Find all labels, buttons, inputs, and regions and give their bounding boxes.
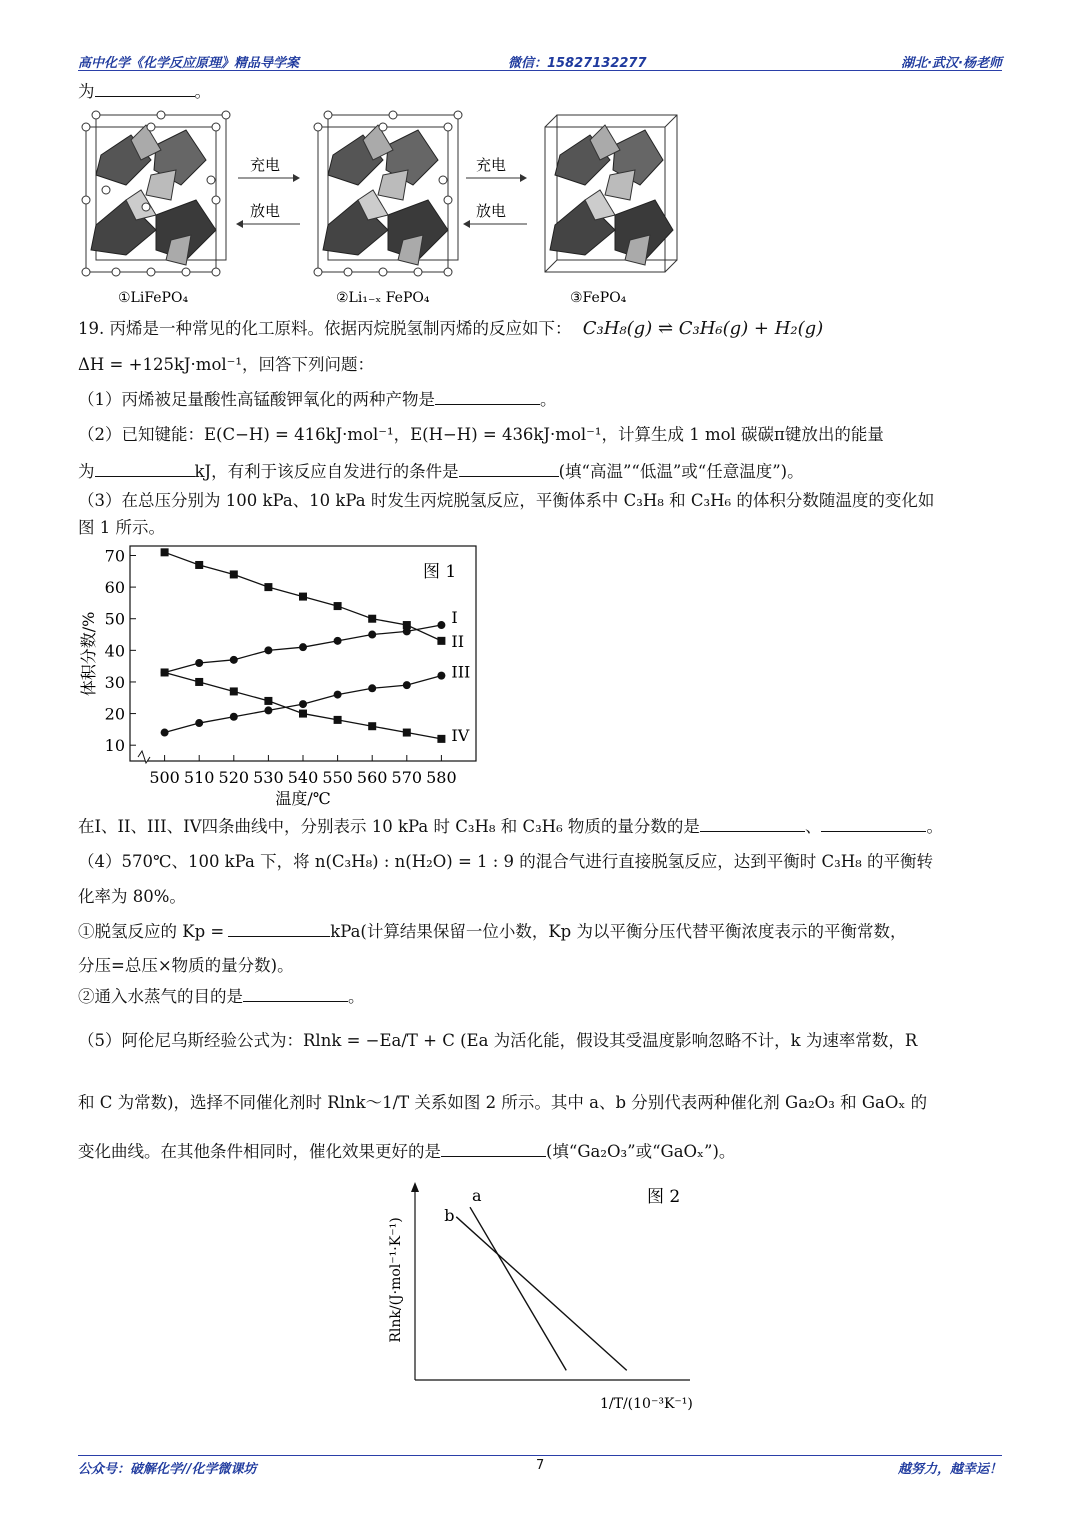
- fig1-point: [437, 637, 445, 645]
- q19-part4: （4）570℃、100 kPa 下，将 n(C₃H₈) : n(H₂O) = 1 : 9 的混合气进行直接脱氢反应，达到平衡时 C₃H₈ 的平衡转: [78, 852, 934, 871]
- fig1-point: [230, 713, 238, 721]
- fig1-xtick-label: 510: [183, 768, 215, 787]
- answer-blank-3a[interactable]: [700, 815, 805, 832]
- answer-blank-4b[interactable]: [243, 985, 348, 1002]
- fig1-ytick-label: 60: [104, 578, 125, 598]
- fig1-point: [230, 687, 238, 695]
- page-header: [78, 50, 1002, 71]
- crystal-label-3: ③FePO₄: [570, 290, 627, 306]
- page-number: 7: [536, 1458, 545, 1473]
- fig1-xtick-label: 550: [322, 768, 353, 787]
- fig1-ytick-label: 50: [104, 609, 125, 629]
- q19-part3: （3）在总压分别为 100 kPa、10 kPa 时发生丙烷脱氢反应，平衡体系中 C₃H₈ 和 C₃H₆ 的体积分数随温度的变化如: [78, 491, 935, 510]
- fig2-xlabel: 1/T/(10⁻³K⁻¹): [600, 1396, 693, 1412]
- fig1-series-label-III: III: [451, 662, 471, 682]
- fig2-label-b: b: [444, 1205, 455, 1225]
- figure-1-chart: [78, 542, 478, 812]
- fig1-xtick-label: 540: [287, 768, 319, 787]
- fig1-point: [264, 583, 272, 591]
- fig1-point: [334, 691, 342, 699]
- crystal-cell-fepo4: [545, 115, 677, 272]
- fig1-ytick-label: 10: [104, 736, 125, 756]
- page-footer: [78, 1455, 1002, 1476]
- fig1-ylabel: 体积分数/%: [79, 611, 98, 697]
- answer-blank-2b[interactable]: [459, 460, 559, 477]
- header-left: 高中化学《化学反应原理》精品导学案: [78, 56, 300, 71]
- fig1-point: [403, 681, 411, 689]
- discharge-label-1: 放电: [250, 202, 281, 220]
- fig1-point: [230, 656, 238, 664]
- fig1-ytick-label: 70: [104, 546, 125, 566]
- crystal-cell-li1-xfepo4: [314, 111, 462, 276]
- q19-part3-line2: 图 1 所示。: [78, 518, 165, 537]
- fig1-ytick-label: 30: [104, 672, 125, 692]
- figure-2-chart: [385, 1180, 715, 1425]
- fig1-point: [403, 729, 411, 737]
- fig1-xtick-label: 560: [356, 768, 388, 787]
- fig1-point: [299, 643, 307, 651]
- fig2-ylabel: Rlnk/(J·mol⁻¹·K⁻¹): [388, 1217, 404, 1343]
- fig1-series-label-I: I: [451, 608, 458, 628]
- header-center: 微信：15827132277: [508, 56, 647, 71]
- fig1-point: [403, 621, 411, 629]
- fig1-point: [368, 684, 376, 692]
- q19-part5: （5）阿伦尼乌斯经验公式为：Rlnk = −Ea/T + C (Ea 为活化能，假设其受温度影响忽略不计，k 为速率常数，R: [78, 1031, 918, 1050]
- fig1-title: 图 1: [423, 562, 457, 582]
- fig1-series-label-IV: IV: [451, 725, 470, 745]
- q19-part4-line4: 分压=总压×物质的量分数)。: [78, 956, 294, 975]
- fig1-ytick-label: 20: [104, 704, 125, 724]
- answer-blank[interactable]: [95, 80, 195, 97]
- fig1-xtick-label: 570: [391, 768, 423, 787]
- fig1-point: [437, 735, 445, 743]
- fig1-point: [299, 593, 307, 601]
- header-right: 湖北·武汉·杨老师: [901, 56, 1002, 71]
- fig1-xtick-label: 530: [253, 768, 284, 787]
- fig1-point: [299, 700, 307, 708]
- fig1-point: [299, 710, 307, 718]
- fig1-point: [334, 716, 342, 724]
- fig1-point: [437, 621, 445, 629]
- q19-part2: （2）已知键能：E(C−H) = 416kJ·mol⁻¹，E(H−H) = 436kJ·mol⁻¹，计算生成 1 mol 碳碳π键放出的能量: [78, 425, 884, 444]
- fig1-point: [368, 615, 376, 623]
- q19-intro: 19. 丙烯是一种常见的化工原料。依据丙烷脱氢制丙烯的反应如下： C₃H₈(g) ⇌ C₃H₆(g) + H₂(g): [78, 318, 824, 339]
- charge-label-2: 充电: [476, 156, 507, 174]
- answer-blank-1[interactable]: [435, 388, 540, 405]
- crystal-cell-lifepo4: [82, 111, 230, 276]
- fig1-point: [195, 561, 203, 569]
- fig1-xlabel: 温度/℃: [275, 789, 331, 808]
- fig2-line-b: [456, 1217, 627, 1371]
- fig1-point: [161, 548, 169, 556]
- q19-part4-steam: ②通入水蒸气的目的是 。: [78, 987, 365, 1006]
- fig1-point: [161, 668, 169, 676]
- answer-blank-2a[interactable]: [95, 460, 195, 477]
- q19-part5-line2: 和 C 为常数)，选择不同催化剂时 Rlnk～1/T 关系如图 2 所示。其中 a、b 分别代表两种催化剂 Ga₂O₃ 和 GaOₓ 的: [78, 1093, 928, 1112]
- fig1-point: [264, 646, 272, 654]
- charge-label-1: 充电: [250, 156, 281, 174]
- fig1-xtick-label: 520: [218, 768, 250, 787]
- fig1-point: [334, 602, 342, 610]
- fig1-point: [437, 672, 445, 680]
- crystal-structures: [78, 110, 698, 310]
- footer-left: 公众号：破解化学//化学微课坊: [78, 1462, 257, 1477]
- fig1-point: [161, 729, 169, 737]
- q19-part4-line2: 化率为 80%。: [78, 887, 186, 906]
- q19-part1: （1）丙烯被足量酸性高锰酸钾氧化的两种产物是 。: [78, 390, 557, 409]
- q19-part5-line3: 变化曲线。在其他条件相同时，催化效果更好的是 (填“Ga₂O₃”或“GaOₓ”)。: [78, 1142, 736, 1161]
- fig1-xtick-label: 500: [149, 768, 180, 787]
- fig1-point: [368, 722, 376, 730]
- fig1-series-label-II: II: [451, 631, 465, 651]
- fig1-point: [195, 678, 203, 686]
- fig1-point: [264, 706, 272, 714]
- crystal-label-1: ①LiFePO₄: [118, 290, 189, 306]
- reaction-equation: C₃H₈(g) ⇌ C₃H₆(g) + H₂(g): [582, 318, 824, 339]
- fig1-point: [334, 637, 342, 645]
- fig1-point: [195, 719, 203, 727]
- fig1-point: [264, 697, 272, 705]
- q19-dh: ΔH = +125kJ·mol⁻¹，回答下列问题：: [78, 355, 374, 374]
- fig2-line-a: [470, 1207, 566, 1370]
- fig1-point: [230, 570, 238, 578]
- fig1-ytick-label: 40: [104, 641, 125, 661]
- q19-part3-question: 在I、II、III、IV四条曲线中，分别表示 10 kPa 时 C₃H₈ 和 C₃H₆ 物质的量分数的是 、 。: [78, 817, 943, 836]
- answer-blank-4a[interactable]: [228, 920, 330, 937]
- crystal-label-2: ②Li₁₋ₓ FePO₄: [336, 290, 430, 306]
- answer-blank-5[interactable]: [441, 1140, 546, 1157]
- fig2-title: 图 2: [647, 1187, 681, 1207]
- footer-right: 越努力，越幸运！: [897, 1462, 1002, 1477]
- fig1-point: [368, 631, 376, 639]
- discharge-label-2: 放电: [476, 202, 507, 220]
- answer-blank-3b[interactable]: [821, 815, 926, 832]
- q19-part4-kp: ①脱氢反应的 Kp = kPa(计算结果保留一位小数，Kp 为以平衡分压代替平衡浓度表示的平衡常数，: [78, 922, 907, 941]
- fig1-xtick-label: 580: [426, 768, 457, 787]
- q19-part2-line2: 为 kJ，有利于该反应自发进行的条件是 (填“高温”“低温”或“任意温度”)。: [78, 462, 804, 481]
- fig1-point: [195, 659, 203, 667]
- top-line: 为 。: [78, 82, 211, 101]
- fig2-label-a: a: [472, 1186, 482, 1206]
